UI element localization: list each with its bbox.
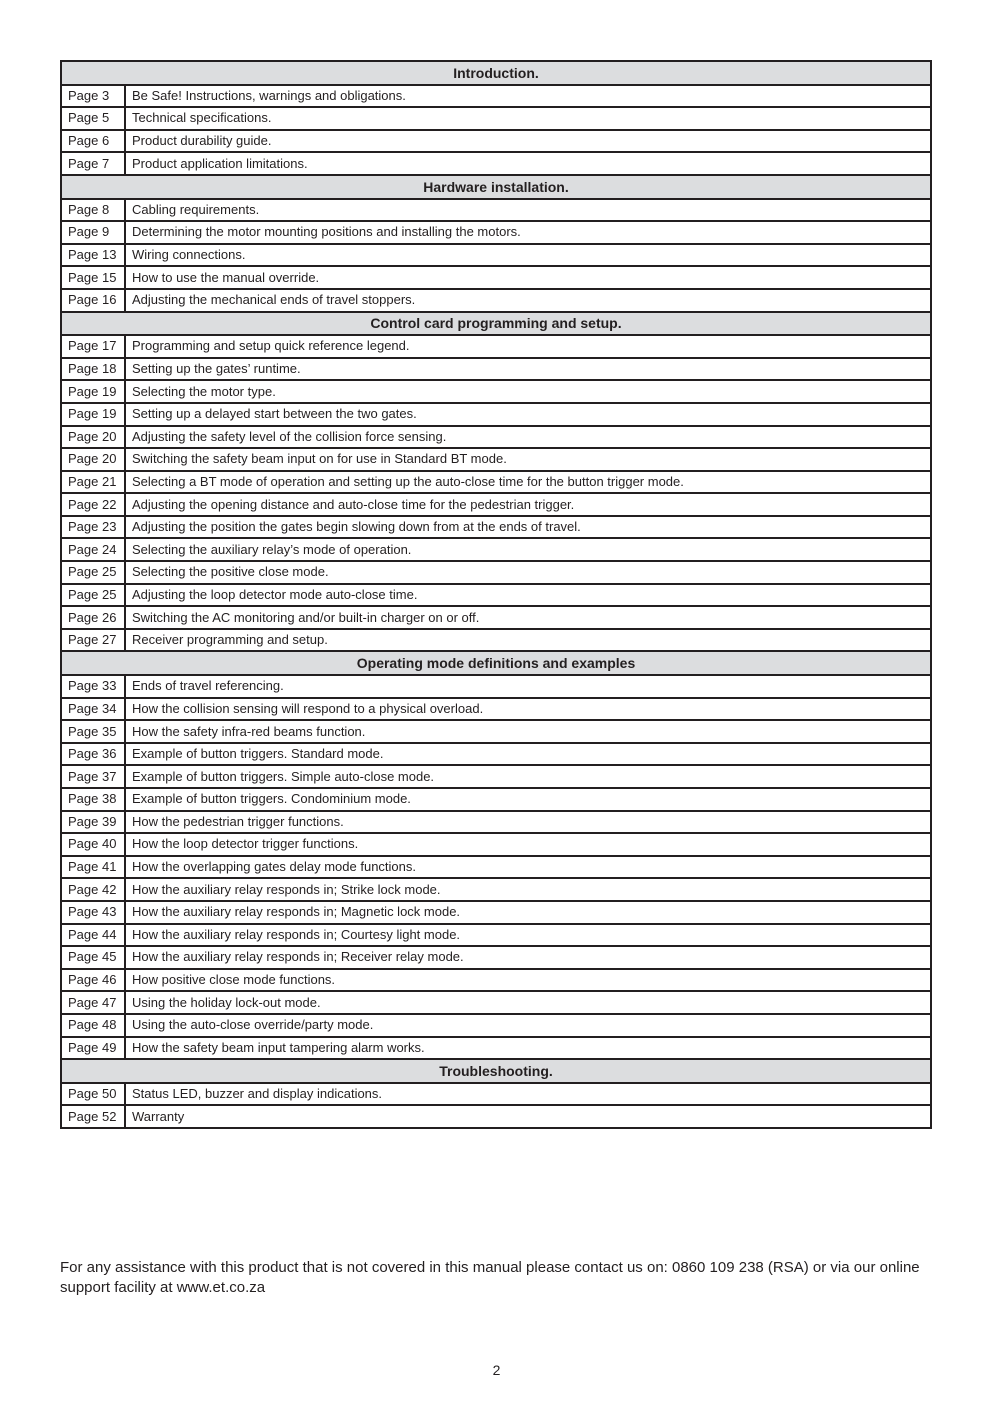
page-reference: Page 16 <box>61 289 125 312</box>
page-reference: Page 15 <box>61 266 125 289</box>
page-reference: Page 20 <box>61 448 125 471</box>
table-row <box>61 743 931 766</box>
table-row <box>61 878 931 901</box>
table-row <box>61 403 931 426</box>
topic-description: How the safety infra-red beams function. <box>125 720 931 743</box>
topic-description: Status LED, buzzer and display indications. <box>125 1083 931 1106</box>
table-of-contents <box>60 60 932 1129</box>
page-reference: Page 7 <box>61 152 125 175</box>
section-header-row <box>61 1059 931 1083</box>
page-reference: Page 25 <box>61 561 125 584</box>
section-title: Hardware installation. <box>61 175 931 199</box>
table-row <box>61 584 931 607</box>
table-row <box>61 765 931 788</box>
topic-description: How the pedestrian trigger functions. <box>125 811 931 834</box>
topic-description: Example of button triggers. Standard mode. <box>125 743 931 766</box>
table-row <box>61 969 931 992</box>
page-reference: Page 25 <box>61 584 125 607</box>
topic-description: Switching the AC monitoring and/or built-in charger on or off. <box>125 606 931 629</box>
table-row <box>61 1014 931 1037</box>
page-reference: Page 52 <box>61 1105 125 1128</box>
topic-description: Receiver programming and setup. <box>125 629 931 652</box>
page-reference: Page 26 <box>61 606 125 629</box>
table-row <box>61 289 931 312</box>
table-row <box>61 380 931 403</box>
table-row <box>61 720 931 743</box>
table-row <box>61 924 931 947</box>
topic-description: Selecting a BT mode of operation and setting up the auto-close time for the button trigger mode. <box>125 471 931 494</box>
table-row <box>61 991 931 1014</box>
table-row <box>61 629 931 652</box>
page-reference: Page 8 <box>61 199 125 222</box>
table-row <box>61 675 931 698</box>
table-row <box>61 698 931 721</box>
section-header-row <box>61 61 931 85</box>
topic-description: How positive close mode functions. <box>125 969 931 992</box>
table-row <box>61 493 931 516</box>
page-reference: Page 22 <box>61 493 125 516</box>
page-reference: Page 42 <box>61 878 125 901</box>
topic-description: Using the auto-close override/party mode. <box>125 1014 931 1037</box>
page-reference: Page 24 <box>61 538 125 561</box>
topic-description: Adjusting the safety level of the collision force sensing. <box>125 426 931 449</box>
topic-description: Cabling requirements. <box>125 199 931 222</box>
table-row <box>61 833 931 856</box>
page-reference: Page 47 <box>61 991 125 1014</box>
table-row <box>61 946 931 969</box>
table-row <box>61 561 931 584</box>
page-reference: Page 5 <box>61 107 125 130</box>
page-reference: Page 6 <box>61 130 125 153</box>
section-header-row <box>61 312 931 336</box>
table-row <box>61 448 931 471</box>
topic-description: Selecting the positive close mode. <box>125 561 931 584</box>
topic-description: How the auxiliary relay responds in; Strike lock mode. <box>125 878 931 901</box>
topic-description: Selecting the motor type. <box>125 380 931 403</box>
topic-description: Adjusting the position the gates begin slowing down from at the ends of travel. <box>125 516 931 539</box>
topic-description: Ends of travel referencing. <box>125 675 931 698</box>
section-title: Troubleshooting. <box>61 1059 931 1083</box>
page-reference: Page 44 <box>61 924 125 947</box>
page-reference: Page 19 <box>61 380 125 403</box>
page-reference: Page 33 <box>61 675 125 698</box>
topic-description: Adjusting the loop detector mode auto-close time. <box>125 584 931 607</box>
topic-description: Product application limitations. <box>125 152 931 175</box>
toc-body <box>61 61 931 1128</box>
page-reference: Page 50 <box>61 1083 125 1106</box>
page-reference: Page 39 <box>61 811 125 834</box>
topic-description: Selecting the auxiliary relay’s mode of operation. <box>125 538 931 561</box>
page-reference: Page 19 <box>61 403 125 426</box>
table-row <box>61 901 931 924</box>
table-row <box>61 1083 931 1106</box>
section-title: Operating mode definitions and examples <box>61 651 931 675</box>
table-row <box>61 856 931 879</box>
table-row <box>61 266 931 289</box>
page-reference: Page 21 <box>61 471 125 494</box>
page-reference: Page 40 <box>61 833 125 856</box>
topic-description: How the collision sensing will respond to a physical overload. <box>125 698 931 721</box>
topic-description: How the safety beam input tampering alarm works. <box>125 1037 931 1060</box>
topic-description: How the auxiliary relay responds in; Courtesy light mode. <box>125 924 931 947</box>
topic-description: Be Safe! Instructions, warnings and obligations. <box>125 85 931 108</box>
page-reference: Page 13 <box>61 244 125 267</box>
topic-description: Example of button triggers. Simple auto-close mode. <box>125 765 931 788</box>
page-reference: Page 3 <box>61 85 125 108</box>
page-reference: Page 38 <box>61 788 125 811</box>
table-row <box>61 335 931 358</box>
page-reference: Page 45 <box>61 946 125 969</box>
page-reference: Page 37 <box>61 765 125 788</box>
table-row <box>61 516 931 539</box>
table-row <box>61 199 931 222</box>
page-reference: Page 20 <box>61 426 125 449</box>
page-reference: Page 36 <box>61 743 125 766</box>
table-row <box>61 426 931 449</box>
page-reference: Page 49 <box>61 1037 125 1060</box>
table-row <box>61 788 931 811</box>
section-header-row <box>61 651 931 675</box>
page-reference: Page 35 <box>61 720 125 743</box>
table-row <box>61 221 931 244</box>
topic-description: Setting up a delayed start between the two gates. <box>125 403 931 426</box>
table-row <box>61 811 931 834</box>
topic-description: How the auxiliary relay responds in; Magnetic lock mode. <box>125 901 931 924</box>
topic-description: Using the holiday lock-out mode. <box>125 991 931 1014</box>
topic-description: Setting up the gates’ runtime. <box>125 358 931 381</box>
section-title: Introduction. <box>61 61 931 85</box>
topic-description: Example of button triggers. Condominium mode. <box>125 788 931 811</box>
table-row <box>61 1037 931 1060</box>
topic-description: Technical specifications. <box>125 107 931 130</box>
page-reference: Page 46 <box>61 969 125 992</box>
table-row <box>61 538 931 561</box>
table-row <box>61 107 931 130</box>
table-row <box>61 152 931 175</box>
page-reference: Page 43 <box>61 901 125 924</box>
topic-description: How the loop detector trigger functions. <box>125 833 931 856</box>
topic-description: Product durability guide. <box>125 130 931 153</box>
table-row <box>61 244 931 267</box>
page-reference: Page 41 <box>61 856 125 879</box>
page-reference: Page 17 <box>61 335 125 358</box>
topic-description: Switching the safety beam input on for use in Standard BT mode. <box>125 448 931 471</box>
topic-description: Determining the motor mounting positions and installing the motors. <box>125 221 931 244</box>
page-reference: Page 18 <box>61 358 125 381</box>
page-reference: Page 27 <box>61 629 125 652</box>
topic-description: Warranty <box>125 1105 931 1128</box>
table-row <box>61 130 931 153</box>
page-number: 2 <box>492 1362 501 1378</box>
page-reference: Page 23 <box>61 516 125 539</box>
table-row <box>61 358 931 381</box>
topic-description: How to use the manual override. <box>125 266 931 289</box>
topic-description: How the auxiliary relay responds in; Receiver relay mode. <box>125 946 931 969</box>
topic-description: Adjusting the mechanical ends of travel stoppers. <box>125 289 931 312</box>
topic-description: Programming and setup quick reference legend. <box>125 335 931 358</box>
table-row <box>61 606 931 629</box>
table-row <box>61 471 931 494</box>
topic-description: Wiring connections. <box>125 244 931 267</box>
topic-description: Adjusting the opening distance and auto-close time for the pedestrian trigger. <box>125 493 931 516</box>
table-row <box>61 1105 931 1128</box>
page-reference: Page 34 <box>61 698 125 721</box>
page-reference: Page 48 <box>61 1014 125 1037</box>
topic-description: How the overlapping gates delay mode functions. <box>125 856 931 879</box>
section-title: Control card programming and setup. <box>61 312 931 336</box>
support-contact-note: For any assistance with this product that is not covered in this manual please contact us on: 0860 109 238 (RSA) or via our online support facility at www.et.co.za <box>60 1259 920 1296</box>
table-row <box>61 85 931 108</box>
section-header-row <box>61 175 931 199</box>
page-reference: Page 9 <box>61 221 125 244</box>
